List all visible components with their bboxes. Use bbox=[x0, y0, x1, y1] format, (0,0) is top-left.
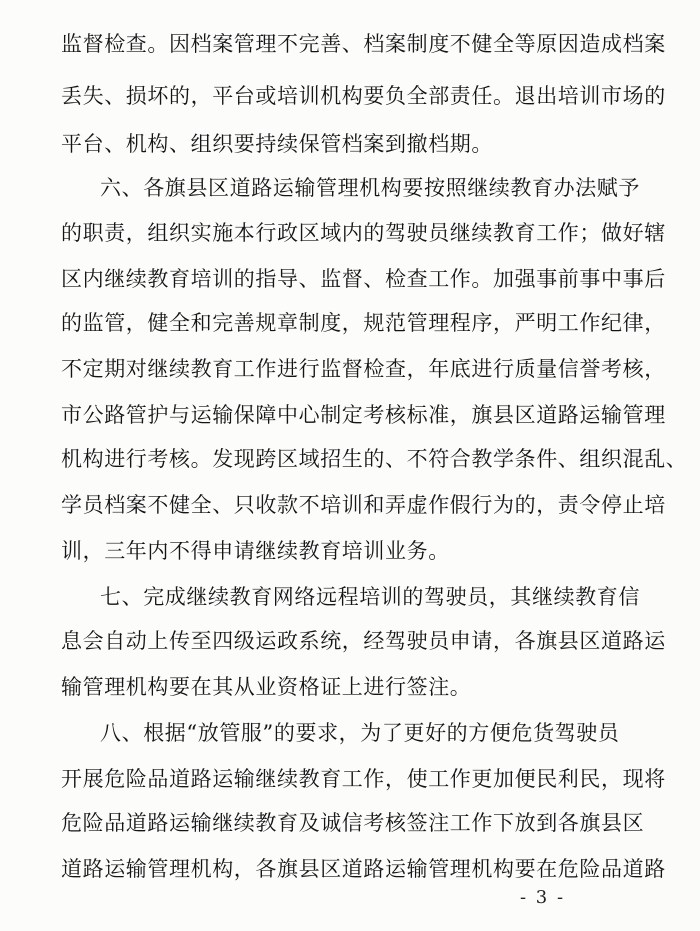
text-line: 的监管，健全和完善规章制度，规范管理程序，严明工作纪律， bbox=[61, 311, 666, 335]
text-line: 平台、机构、组织要持续保管档案到撤档期。 bbox=[61, 132, 493, 156]
text-line: 开展危险品道路运输继续教育工作，使工作更加便民利民，现将 bbox=[61, 767, 666, 791]
text-line: 六、各旗县区道路运输管理机构要按照继续教育办法赋予 bbox=[100, 176, 640, 200]
text-line: 八、根据“放管服”的要求，为了更好的方便危货驾驶员 bbox=[100, 721, 620, 745]
page-number: - 3 - bbox=[520, 887, 566, 908]
text-line: 息会自动上传至四级运政系统，经驾驶员申请，各旗县区道路运 bbox=[61, 629, 666, 653]
text-line: 训，三年内不得申请继续教育培训业务。 bbox=[61, 539, 450, 563]
text-line: 学员档案不健全、只收款不培训和弄虚作假行为的，责令停止培 bbox=[61, 493, 666, 517]
text-line: 不定期对继续教育工作进行监督检查，年底进行质量信誉考核， bbox=[61, 357, 666, 381]
text-line: 七、完成继续教育网络远程培训的驾驶员，其继续教育信 bbox=[100, 585, 640, 609]
text-line: 监督检查。因档案管理不完善、档案制度不健全等原因造成档案 bbox=[61, 32, 666, 56]
text-line: 的职责，组织实施本行政区域内的驾驶员继续教育工作；做好辖 bbox=[61, 221, 666, 245]
text-line: 丢失、损坏的，平台或培训机构要负全部责任。退出培训市场的 bbox=[61, 84, 666, 108]
text-line: 市公路管护与运输保障中心制定考核标准，旗县区道路运输管理 bbox=[61, 403, 666, 427]
text-line: 机构进行考核。发现跨区域招生的、不符合教学条件、组织混乱、 bbox=[61, 447, 688, 471]
text-line: 危险品道路运输继续教育及诚信考核签注工作下放到各旗县区 bbox=[61, 811, 645, 835]
text-line: 道路运输管理机构，各旗县区道路运输管理机构要在危险品道路 bbox=[61, 857, 666, 881]
text-line: 输管理机构要在其从业资格证上进行签注。 bbox=[61, 675, 472, 699]
text-line: 区内继续教育培训的指导、监督、检查工作。加强事前事中事后 bbox=[61, 267, 666, 291]
